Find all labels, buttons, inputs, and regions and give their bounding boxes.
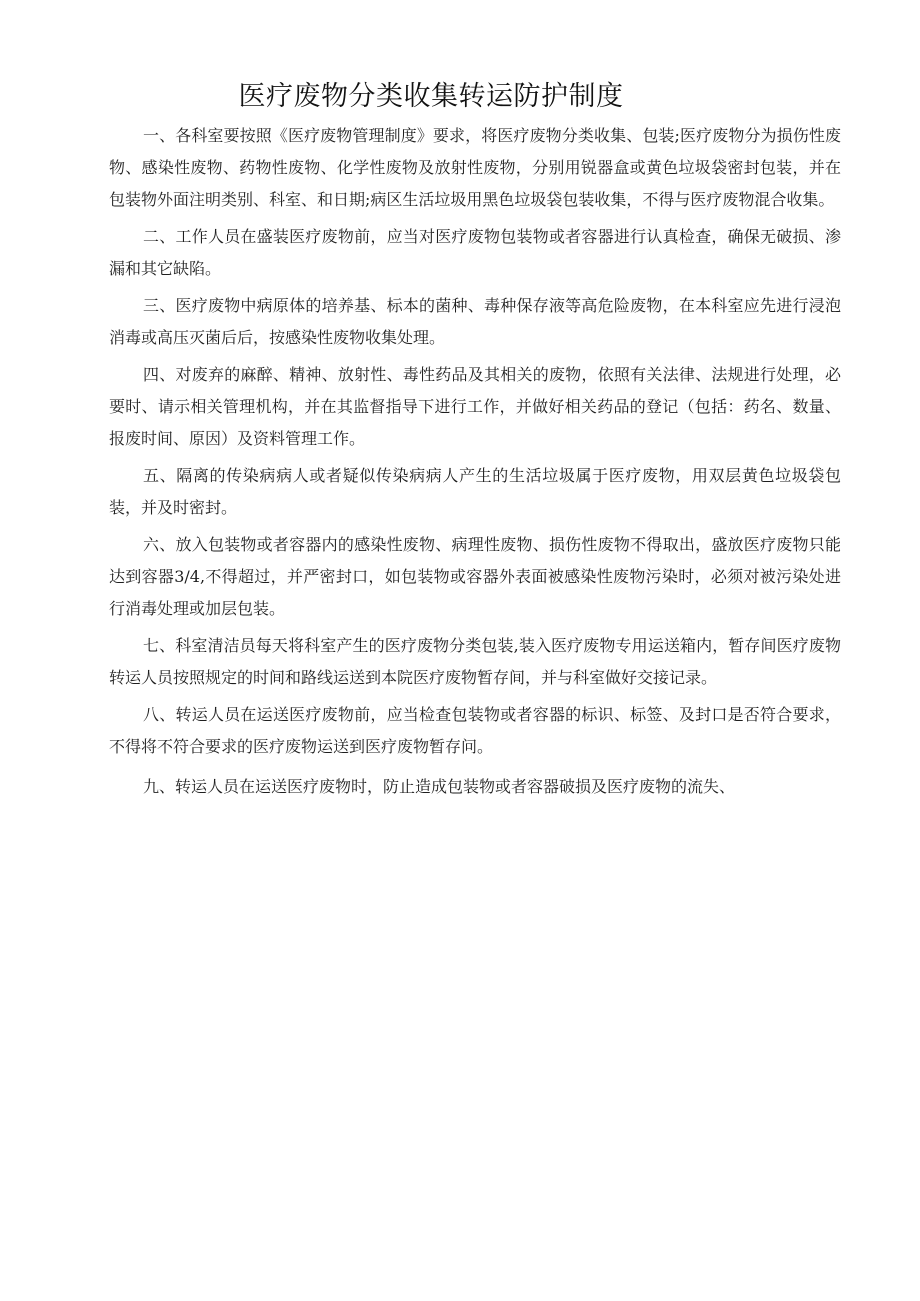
paragraph-6: 六、放入包装物或者容器内的感染性废物、病理性废物、损伤性废物不得取出，盛放医疗废物只能达到容器3/4,不得超过，并严密封口，如包装物或容器外表面被感染性废物污染时，必须对被污染处进行消毒处理或加层包装。 xyxy=(109,535,841,618)
document-body xyxy=(109,120,841,803)
paragraph-8: 八、转运人员在运送医疗废物前，应当检查包装物或者容器的标识、标签、及封口是否符合要求，不得将不符合要求的医疗废物运送到医疗废物暂存问。 xyxy=(109,705,841,756)
document-title: 医疗废物分类收集转运防护制度 xyxy=(238,81,624,112)
paragraph-3: 三、医疗废物中病原体的培养基、标本的菌种、毒种保存液等高危险废物，在本科室应先进行浸泡消毒或高压灭菌后后，按感染性废物收集处理。 xyxy=(109,296,841,347)
paragraph-2: 二、工作人员在盛装医疗废物前，应当对医疗废物包装物或者容器进行认真检查，确保无破损、渗漏和其它缺陷。 xyxy=(109,227,841,278)
paragraph-5: 五、隔离的传染病病人或者疑似传染病病人产生的生活垃圾属于医疗废物，用双层黄色垃圾袋包装，并及时密封。 xyxy=(109,466,841,517)
paragraph-4: 四、对废弃的麻醉、精神、放射性、毒性药品及其相关的废物，依照有关法律、法规进行处理，必要时、请示相关管理机构，并在其监督指导下进行工作，并做好相关药品的登记（包括：药名、数量、报废时间、原因）及资料管理工作。 xyxy=(109,365,841,448)
paragraph-1: 一、各科室要按照《医疗废物管理制度》要求，将医疗废物分类收集、包装;医疗废物分为损伤性废物、感染性废物、药物性废物、化学性废物及放射性废物，分别用锐器盒或黄色垃圾袋密封包装，并在包装物外面注明类别、科室、和日期;病区生活垃圾用黑色垃圾袋包装收集，不得与医疗废物混合收集。 xyxy=(109,126,841,209)
paragraph-7: 七、科室清洁员每天将科室产生的医疗废物分类包装,装入医疗废物专用运送箱内，暂存间医疗废物转运人员按照规定的时间和路线运送到本院医疗废物暂存间，并与科室做好交接记录。 xyxy=(109,636,841,687)
paragraph-9: 九、转运人员在运送医疗废物时，防止造成包装物或者容器破损及医疗废物的流失、 xyxy=(143,777,736,796)
